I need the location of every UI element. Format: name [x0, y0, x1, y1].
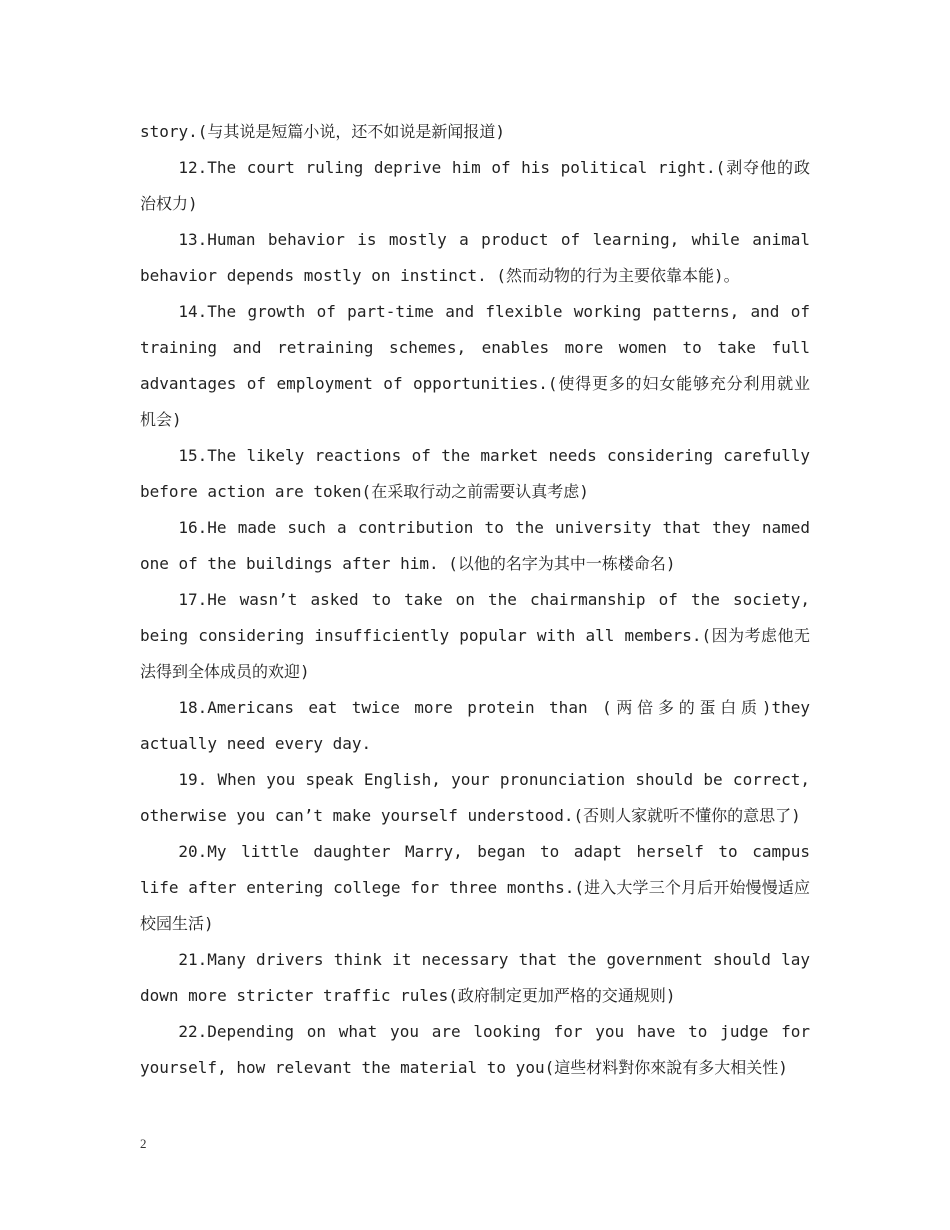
paragraph-item-22: 22.Depending on what you are looking for you have to judge for yourself, how relevant the material to you(這些材料對你來說有多大相关性): [140, 1022, 810, 1077]
paragraph-continuation: story.(与其说是短篇小说，还不如说是新闻报道): [140, 122, 506, 141]
paragraph-item-20: 20.My little daughter Marry, began to adapt herself to campus life after entering college for three months.(进入大学三个月后开始慢慢适应校园生活): [140, 842, 810, 933]
paragraph-item-17: 17.He wasn’t asked to take on the chairmanship of the society, being considering insufficiently popular with all members.(因为考虑他无法得到全体成员的欢迎): [140, 590, 810, 681]
paragraph-item-19: 19. When you speak English, your pronunciation should be correct, otherwise you can’t make yourself understood.(否则人家就听不懂你的意思了): [140, 770, 810, 825]
paragraph-item-18: 18.Americans eat twice more protein than (两倍多的蛋白质)they actually need every day.: [140, 698, 810, 753]
paragraph-item-21: 21.Many drivers think it necessary that the government should lay down more stricter traffic rules(政府制定更加严格的交通规则): [140, 950, 810, 1005]
paragraph-item-14: 14.The growth of part-time and flexible working patterns, and of training and retraining schemes, enables more women to take full advantages of employment of opportunities.(使得更多的妇女能够充分利用就业机会): [140, 302, 810, 429]
paragraph-item-16: 16.He made such a contribution to the university that they named one of the buildings after him. (以他的名字为其中一栋楼命名): [140, 518, 810, 573]
document-body: [140, 114, 810, 1086]
page-number: 2: [140, 1136, 147, 1151]
paragraph-item-12: 12.The court ruling deprive him of his political right.(剥夺他的政治权力): [140, 158, 810, 213]
paragraph-item-15: 15.The likely reactions of the market needs considering carefully before action are token(在采取行动之前需要认真考虑): [140, 446, 810, 501]
paragraph-item-13: 13.Human behavior is mostly a product of learning, while animal behavior depends mostly on instinct. (然而动物的行为主要依靠本能)。: [140, 230, 810, 285]
